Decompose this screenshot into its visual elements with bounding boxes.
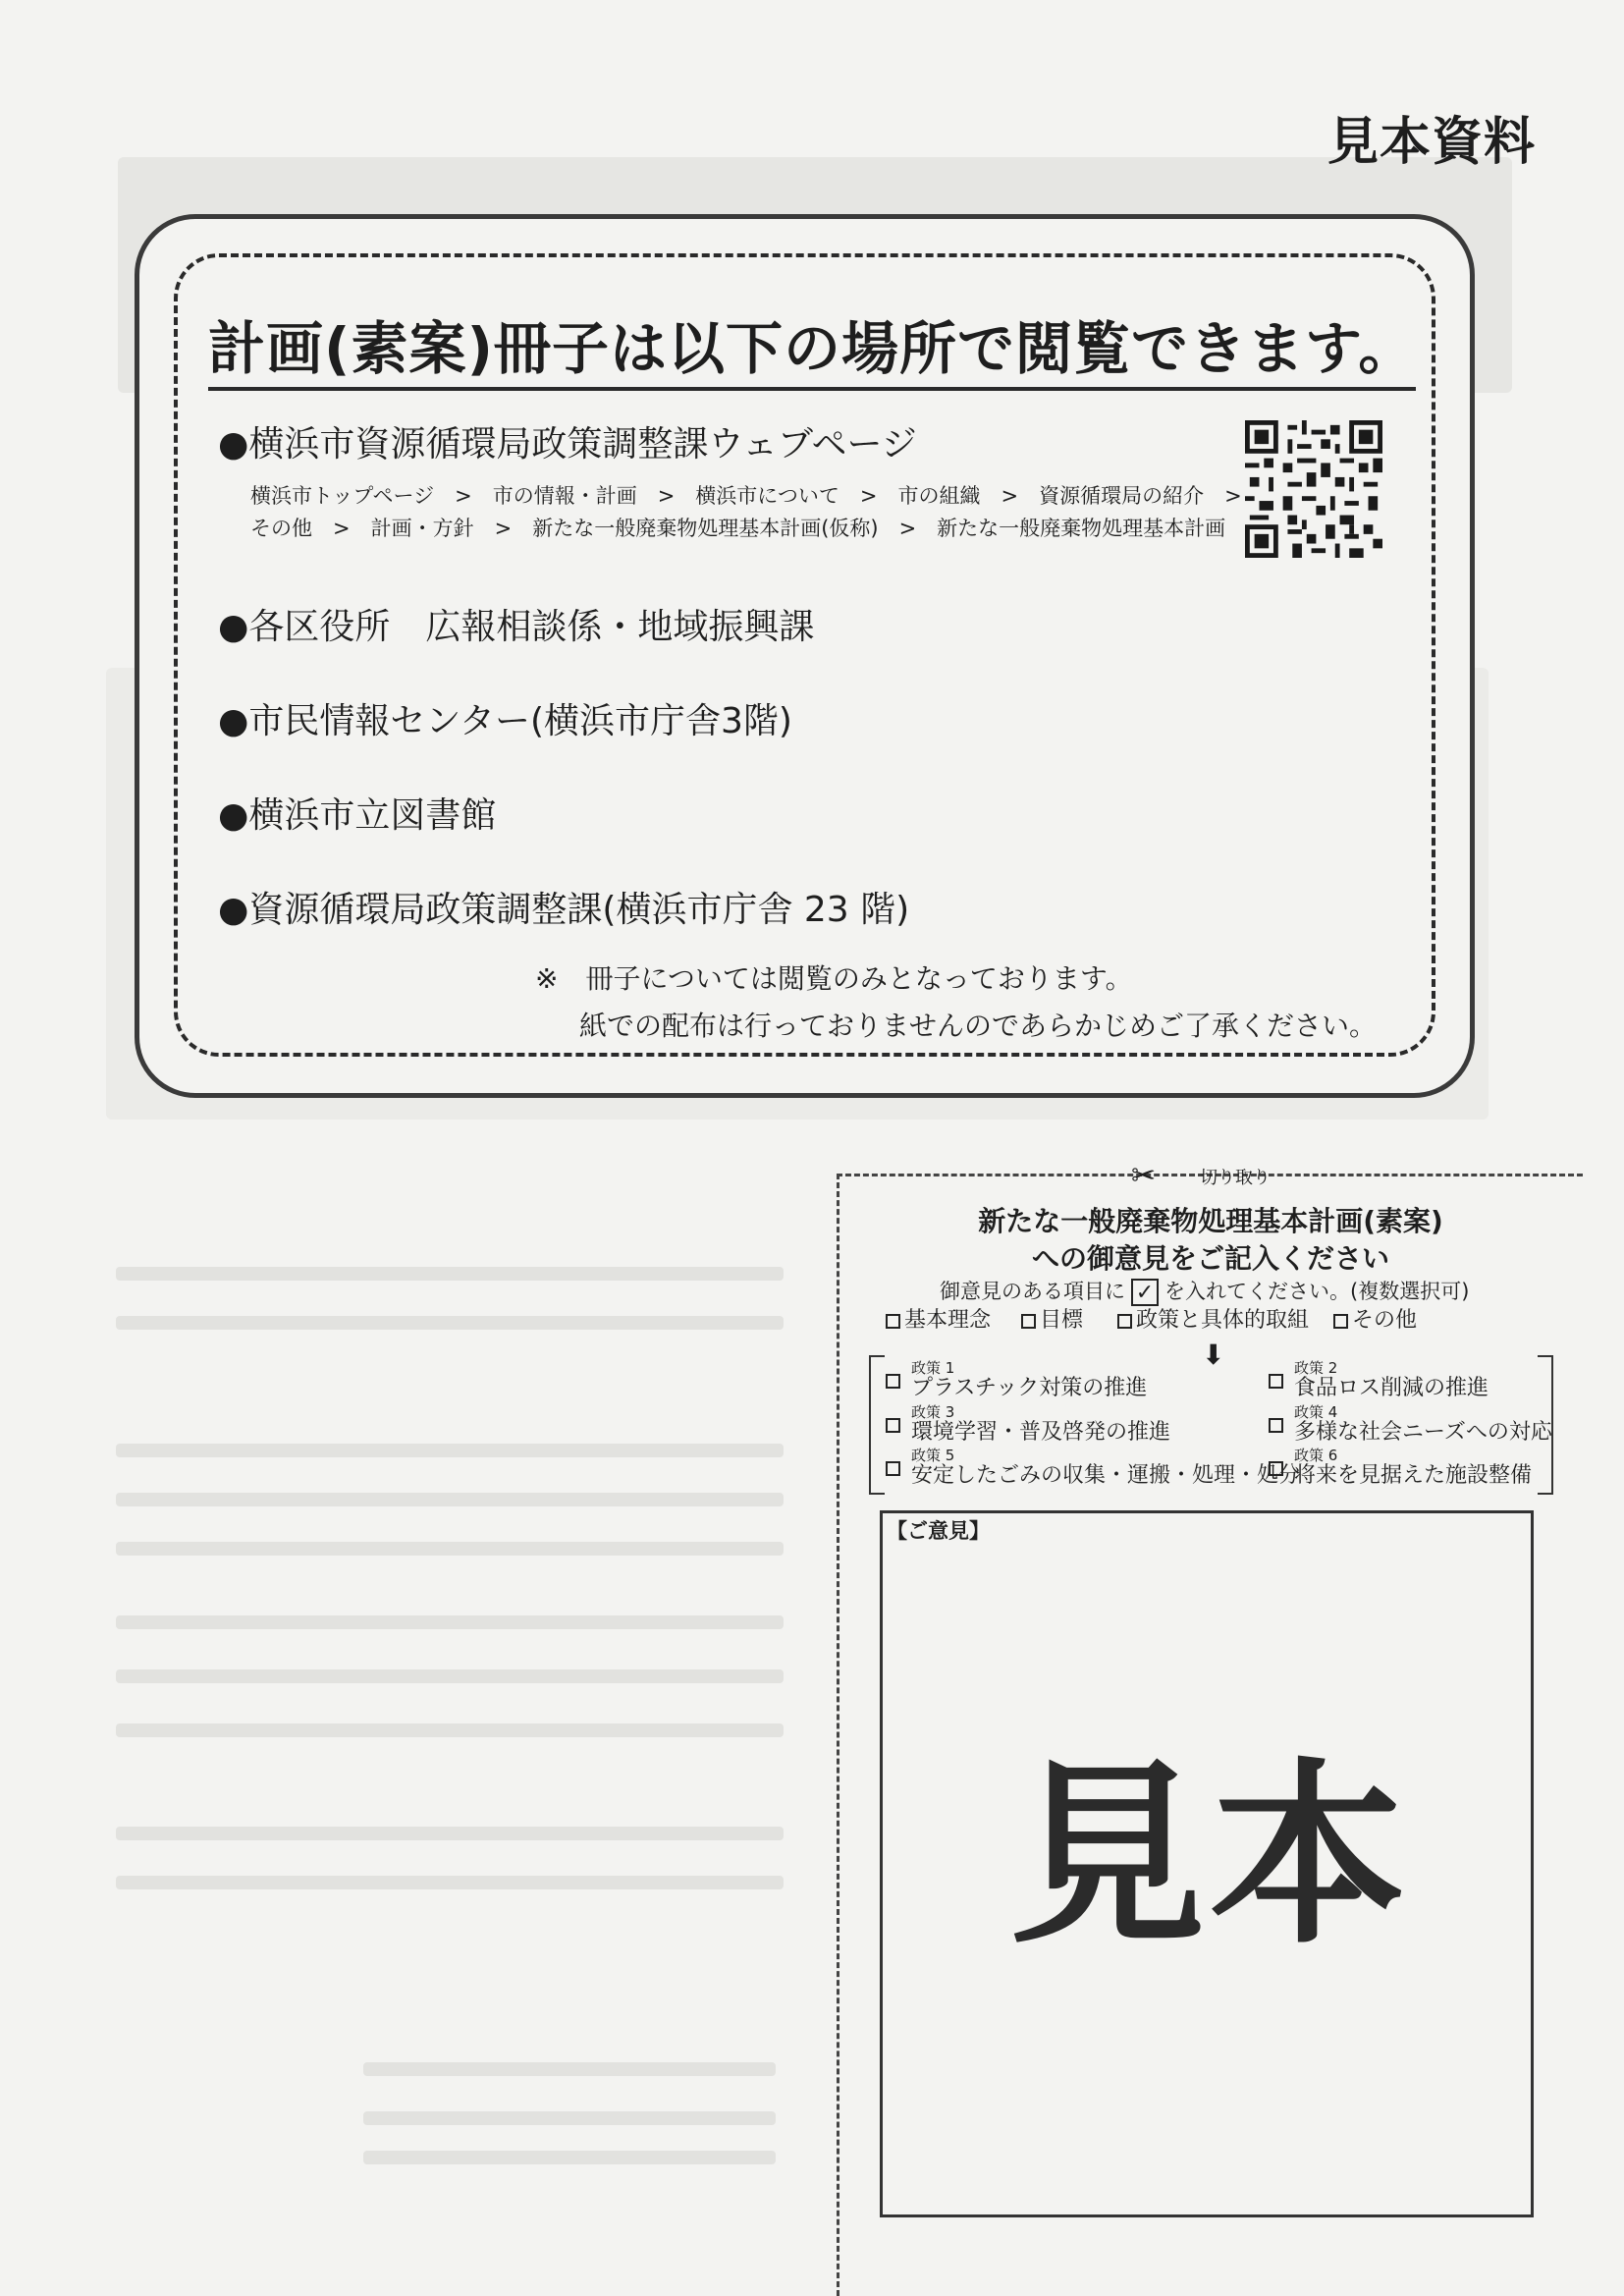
location-city-library: ●横浜市立図書館 xyxy=(218,795,497,836)
qr-code-icon[interactable] xyxy=(1245,420,1382,558)
policy-option-1[interactable] xyxy=(911,1360,1147,1401)
web-path-line-2: その他 > 計画・方針 > 新たな一般廃棄物処理基本計画(仮称) > 新たな一般廃棄物処理基本計画 xyxy=(250,517,1226,540)
location-web-page: ●横浜市資源循環局政策調整課ウェブページ xyxy=(218,424,917,465)
checkbox[interactable] xyxy=(886,1461,900,1476)
ghost-line xyxy=(116,1723,784,1737)
checkbox[interactable] xyxy=(886,1418,900,1433)
category-option-policies[interactable] xyxy=(1117,1303,1309,1334)
policy-name: 将来を見据えた施設整備 xyxy=(1294,1463,1533,1488)
policy-option-4[interactable] xyxy=(1294,1404,1552,1446)
policy-name: 環境学習・普及啓発の推進 xyxy=(911,1420,1171,1445)
instruction-before: 御意見のある項目に xyxy=(940,1280,1125,1303)
sample-watermark: 見本 xyxy=(1009,1742,1411,1971)
checkbox[interactable] xyxy=(1117,1314,1132,1329)
policy-number: 政策 6 xyxy=(1294,1447,1338,1464)
location-ward-offices: ●各区役所 広報相談係・地域振興課 xyxy=(218,607,815,647)
web-path-line-1: 横浜市トップページ > 市の情報・計画 > 横浜市について > 市の組織 > 資源循環局の紹介 > xyxy=(250,484,1242,508)
ghost-line xyxy=(116,1669,784,1683)
checkbox[interactable] xyxy=(1333,1314,1348,1329)
location-policy-division: ●資源循環局政策調整課(横浜市庁舎 23 階) xyxy=(218,890,910,930)
coupon-title-line-1: 新たな一般廃棄物処理基本計画(素案) xyxy=(978,1205,1443,1237)
policy-name: 食品ロス削減の推進 xyxy=(1294,1376,1489,1400)
location-citizen-info-center: ●市民情報センター(横浜市庁舎3階) xyxy=(218,701,792,741)
policy-number: 政策 2 xyxy=(1294,1359,1338,1377)
policy-number: 政策 1 xyxy=(911,1359,955,1377)
ghost-line xyxy=(116,1316,784,1330)
policy-number: 政策 3 xyxy=(911,1403,955,1421)
notice-note-line-2: 紙での配布は行っておりませんのであらかじめご了承ください。 xyxy=(579,1010,1378,1042)
coupon-instruction xyxy=(940,1276,1469,1306)
ghost-line xyxy=(363,2111,776,2125)
checkbox[interactable] xyxy=(1021,1314,1036,1329)
policy-option-2[interactable] xyxy=(1294,1360,1489,1401)
ghost-line xyxy=(116,1493,784,1506)
policy-bracket-left xyxy=(869,1355,885,1495)
policy-number: 政策 4 xyxy=(1294,1403,1338,1421)
category-option-basic-philosophy[interactable] xyxy=(886,1303,991,1334)
checkbox[interactable] xyxy=(886,1314,900,1329)
ghost-line xyxy=(116,1876,784,1889)
category-option-goals[interactable] xyxy=(1021,1303,1083,1334)
checkbox[interactable] xyxy=(1269,1418,1283,1433)
ghost-line xyxy=(116,1267,784,1281)
checkbox[interactable] xyxy=(886,1374,900,1389)
policy-name: 多様な社会ニーズへの対応 xyxy=(1294,1420,1552,1445)
policy-number: 政策 5 xyxy=(911,1447,955,1464)
policy-name: 安定したごみの収集・運搬・処理・処分 xyxy=(911,1463,1301,1488)
ghost-line xyxy=(116,1615,784,1629)
ghost-line xyxy=(363,2151,776,2164)
ghost-line xyxy=(363,2062,776,2076)
policy-option-6[interactable] xyxy=(1294,1448,1532,1489)
checkbox[interactable] xyxy=(1269,1374,1283,1389)
policy-option-5[interactable] xyxy=(911,1448,1300,1489)
ghost-line xyxy=(116,1827,784,1840)
instruction-after: を入れてください。(複数選択可) xyxy=(1164,1280,1470,1303)
arrow-down-icon: ⬇ xyxy=(1202,1339,1225,1371)
policy-name: プラスチック対策の推進 xyxy=(911,1376,1148,1400)
cut-label: 切り取り xyxy=(1200,1168,1271,1188)
category-label: 政策と具体的取組 xyxy=(1136,1308,1310,1333)
ghost-line xyxy=(116,1542,784,1556)
ghost-line xyxy=(116,1444,784,1457)
coupon-title-line-2: への御意見をご記入ください xyxy=(1031,1242,1389,1275)
category-label: 基本理念 xyxy=(904,1308,992,1333)
checkbox[interactable] xyxy=(1269,1461,1283,1476)
notice-note-line-1: ※ 冊子については閲覧のみとなっております。 xyxy=(535,962,1133,995)
check-mark-icon: ✓ xyxy=(1131,1279,1159,1306)
cut-line-left xyxy=(837,1174,839,2296)
sample-document-tag: 見本資料 xyxy=(1326,113,1536,172)
category-label: 目標 xyxy=(1040,1308,1084,1333)
notice-title: 計画(素案)冊子は以下の場所で閲覧できます。 xyxy=(208,302,1416,391)
policy-option-3[interactable] xyxy=(911,1404,1170,1446)
category-label: その他 xyxy=(1352,1308,1418,1333)
coupon-title xyxy=(872,1203,1549,1278)
opinion-label: 【ご意見】 xyxy=(887,1519,990,1543)
scissors-icon: ✂ xyxy=(1131,1159,1157,1193)
category-option-other[interactable] xyxy=(1333,1303,1417,1334)
